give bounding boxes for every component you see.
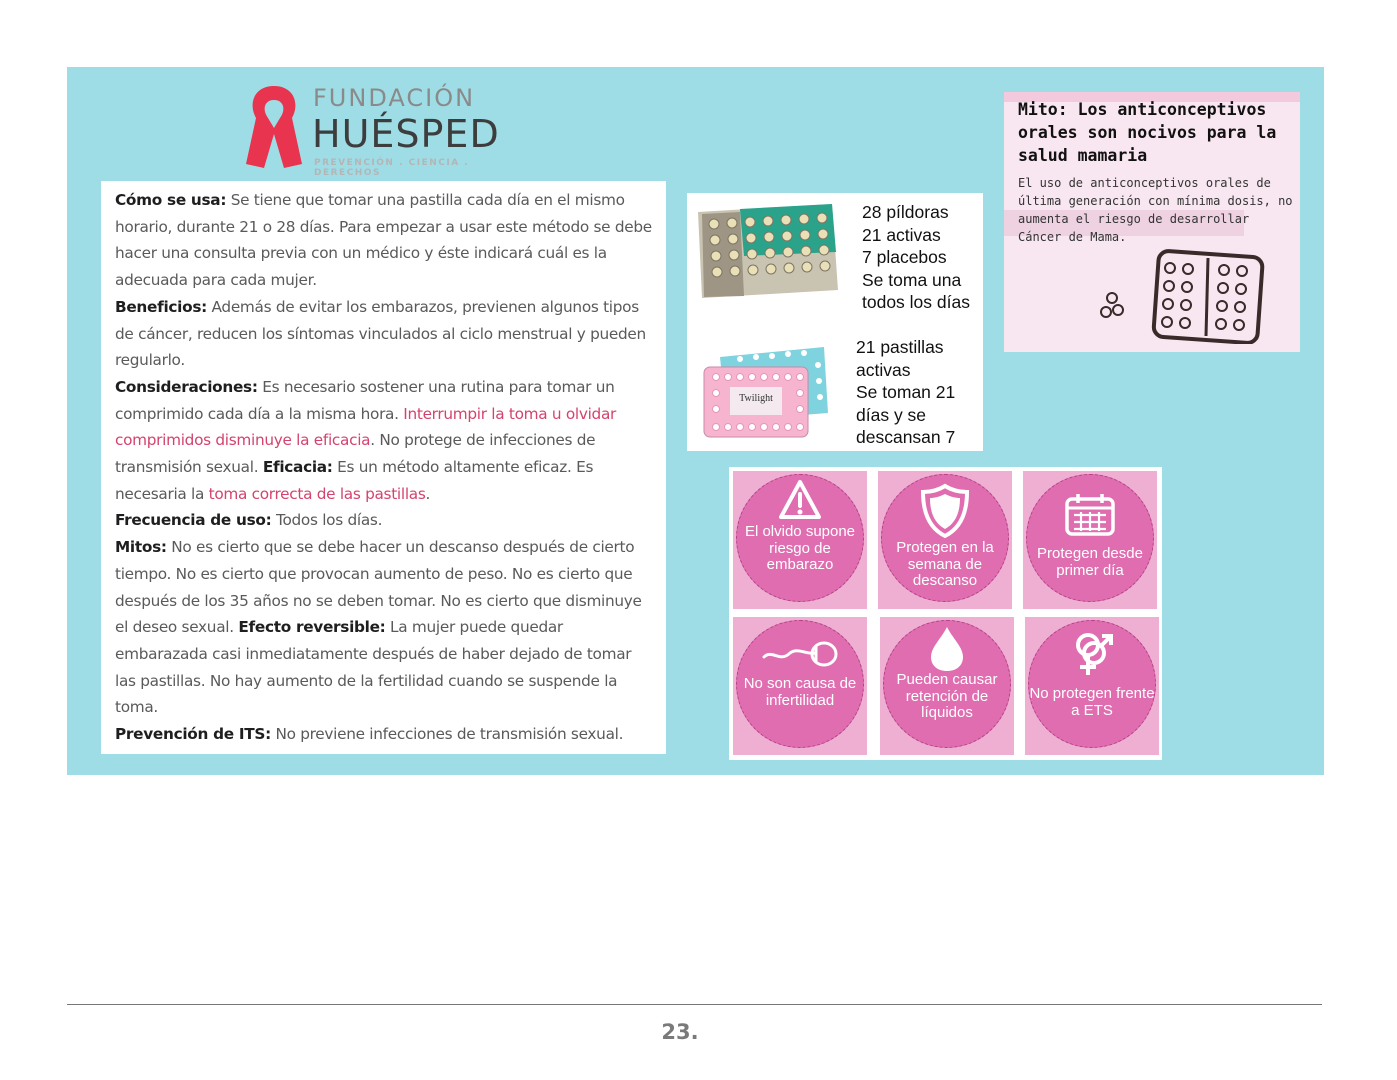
consideraciones-text2: . No protege de infecciones de transmisión sexual. <box>115 431 596 477</box>
pack28-line: Se toma una <box>862 269 962 290</box>
myth-box <box>1004 92 1300 352</box>
prevencion-text: No previene infecciones de transmisión sexual. <box>270 725 624 744</box>
logo-line1: FUNDACIÓN <box>313 84 476 112</box>
efecto-text: La mujer puede quedar embarazada casi inmediatamente después de haber dejado de tomar las pastillas. No hay aumento de la fertilidad cuando se suspende la toma. <box>115 618 632 717</box>
fact-tile <box>733 471 867 609</box>
fact-tile <box>1025 617 1159 755</box>
consideraciones-text: Es necesario sostener una rutina para tomar un comprimido cada día a la misma hora. <box>115 377 615 423</box>
prevencion-label: Prevención de ITS: <box>115 725 271 744</box>
pack28-line: 28 píldoras <box>862 202 949 222</box>
beneficios-text: Además de evitar los embarazos, previenen algunos tipos de cáncer, reducen los síntomas vinculados al ciclo menstrual y pueden regularlo. <box>115 297 646 370</box>
pill-pack-21-image <box>700 345 830 441</box>
pack21-line: descansan 7 <box>856 427 956 447</box>
pill-packs-box <box>687 193 983 451</box>
consideraciones-highlight: Interrumpir la toma u olvidar comprimidos disminuye la eficacia <box>115 404 617 450</box>
beneficios-label: Beneficios: <box>115 297 207 316</box>
como-text: Se tiene que tomar una pastilla cada día en el mismo horario, durante 21 o 28 días. Para empezar a usar este método se debe hacer una consulta previa con un médico y éste indicará cuál es la adecuada para cada mujer. <box>115 191 652 290</box>
pack21-line: 21 pastillas <box>856 337 944 357</box>
gender-icon <box>1068 629 1116 679</box>
pack28-line: 21 activas <box>862 224 941 245</box>
myth-body: El uso de anticonceptivos orales de última generación con mínima dosis, no aumenta el riesgo de desarrollar Cáncer de Mama. <box>1018 176 1293 244</box>
como-label: Cómo se usa: <box>115 191 227 209</box>
efecto-label: Efecto reversible: <box>238 618 386 637</box>
pack21-brand: Twilight <box>739 393 773 404</box>
sperm-egg-icon <box>760 639 840 669</box>
fact-tile <box>1023 471 1157 609</box>
pack28-line: todos los días <box>862 292 970 312</box>
fact-label: No son causa de infertilidad <box>743 675 857 709</box>
fact-tile <box>733 617 867 755</box>
eficacia-text: Es un método altamente eficaz. Es necesaria la <box>115 458 594 503</box>
drop-icon <box>927 625 967 673</box>
calendar-icon <box>1064 493 1116 537</box>
fact-label: Protegen en la semana de descanso <box>896 539 994 589</box>
footer-divider <box>67 1004 1322 1005</box>
ribbon-icon <box>242 82 306 172</box>
logo <box>242 82 532 178</box>
pack21-line: activas <box>856 359 911 380</box>
pack28-line: 7 placebos <box>862 247 947 267</box>
fact-label: Pueden causar retención de líquidos <box>896 671 998 721</box>
consideraciones-label: Consideraciones: <box>115 377 258 396</box>
fact-tile <box>878 471 1012 609</box>
pack21-line: días y se <box>856 404 927 425</box>
shield-icon <box>919 483 971 539</box>
frecuencia-text: Todos los días. <box>271 511 383 530</box>
frecuencia-label: Frecuencia de uso: <box>115 511 272 530</box>
pill-pack-28-image <box>694 200 840 298</box>
fact-label: No protegen frente a ETS <box>1029 685 1155 719</box>
info-textbox <box>101 181 666 754</box>
mitos-label: Mitos: <box>115 538 167 557</box>
eficacia-highlight: toma correcta de las pastillas <box>208 484 426 503</box>
page-number: 23. <box>661 1020 699 1044</box>
pill-pack-outline-icon <box>1098 248 1268 344</box>
eficacia-end: . <box>425 484 431 503</box>
mitos-text: No es cierto que se debe hacer un descanso después de cierto tiempo. No es cierto que provocan aumento de peso. No es cierto que después de los 35 años no se deben tomar. No es cierto que disminuye el deseo sexual. <box>115 538 642 637</box>
pack21-line: Se toman 21 <box>856 382 956 402</box>
pack21-description <box>856 336 955 449</box>
pack28-description <box>862 201 970 314</box>
myth-title: Mito: Los anticonceptivos orales son nocivos para la salud mamaria <box>1018 100 1277 165</box>
fact-label: El olvido supone riesgo de embarazo <box>744 523 856 573</box>
logo-tagline: PREVENCIÓN . CIENCIA . DERECHOS <box>314 158 470 178</box>
facts-grid <box>729 467 1162 760</box>
warning-icon <box>778 479 822 521</box>
fact-tile <box>880 617 1014 755</box>
eficacia-label: Eficacia: <box>262 458 333 477</box>
info-paragraph <box>115 187 656 748</box>
fact-label: Protegen desde primer día <box>1037 545 1143 579</box>
logo-line2: HUÉSPED <box>312 112 500 156</box>
